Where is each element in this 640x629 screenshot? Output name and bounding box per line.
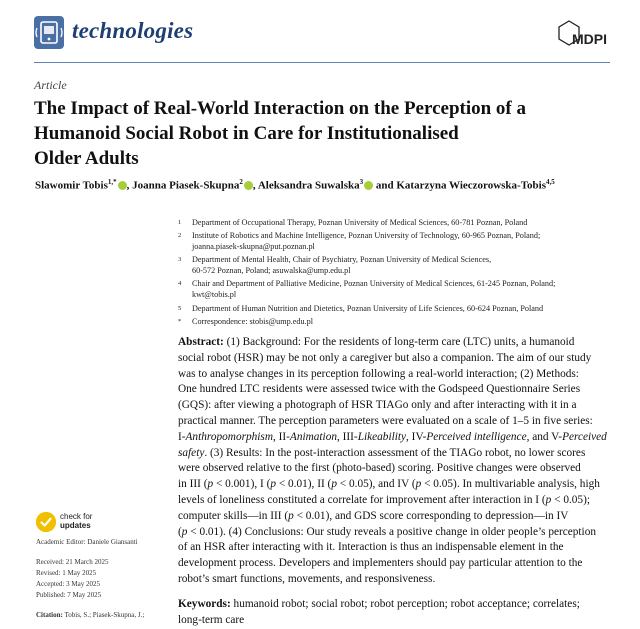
revised-date: Revised: 1 May 2025 (36, 569, 97, 577)
abstract-line (178, 335, 618, 351)
author-name[interactable]: Joanna Piasek-Skupna (132, 179, 240, 192)
author-affil-sup: 2 (239, 178, 243, 186)
check-updates-line1: check for (60, 512, 93, 521)
abstract-label: Abstract: (178, 336, 224, 348)
citation (36, 610, 144, 621)
affiliation-number: 2 (178, 232, 182, 240)
title-line: The Impact of Real-World Interaction on the Perception of a (34, 98, 527, 119)
keywords-line: long-term care (178, 613, 245, 626)
abstract-line: of an HSR after interacting with it. Interaction is thus an indispensable element in the (178, 541, 564, 554)
abstract-line: robot’s smart functions, movements, and responsiveness. (178, 572, 436, 585)
author-affil-sup: 1,* (107, 178, 117, 186)
orcid-icon[interactable] (118, 181, 127, 190)
check-updates-button[interactable] (60, 512, 92, 530)
affiliation-item (178, 231, 618, 253)
keywords (178, 597, 618, 629)
correspondence-text[interactable]: Correspondence: stobis@ump.edu.pl (192, 316, 314, 326)
title-line: Older Adults (34, 148, 139, 169)
affiliation-text: Department of Human Nutrition and Dietetics, Poznan University of Life Sciences, 60-624 Poznan, Poland (192, 303, 544, 313)
affiliation-text: Department of Mental Health, Chair of Psychiatry, Poznan University of Medical Sciences, (192, 255, 492, 265)
orcid-icon[interactable] (244, 181, 253, 190)
abstract-line: computer skills—in III (p < 0.01), and GDS score corresponding to depression—in IV (178, 509, 569, 522)
orcid-icon[interactable] (364, 181, 373, 190)
author-name[interactable]: Slawomir Tobis (35, 179, 108, 192)
academic-editor: Academic Editor: Daniele Giansanti (36, 538, 138, 546)
correspondence-item (178, 317, 618, 328)
affiliation-email[interactable]: kwt@tobis.pl (192, 290, 237, 300)
publisher-name: MDPI (572, 31, 607, 47)
check-updates-line2: updates (60, 521, 91, 530)
keywords-label: Keywords: (178, 598, 231, 610)
affiliation-text: Institute of Robotics and Machine Intelligence, Poznan University of Technology, 60-965 Poznan, Poland; (192, 231, 541, 241)
affiliation-number: 4 (178, 280, 182, 288)
journal-logo-icon (34, 16, 64, 49)
affiliations (178, 218, 618, 330)
author-name[interactable]: Katarzyna Wieczorowska-Tobis (396, 179, 546, 192)
article-title (34, 96, 614, 171)
published-date: Published: 7 May 2025 (36, 591, 102, 599)
check-updates-icon[interactable] (36, 512, 56, 532)
header-divider (34, 62, 610, 63)
abstract-line: (p < 0.01). (4) Conclusions: Our study reveals a positive change in older people’s perception (178, 525, 596, 538)
citation-text: Tobis, S.; Piasek-Skupna, J.; (62, 611, 145, 619)
abstract-line: were observed relative to the first (photo-based) scoring. Positive changes were observed (178, 462, 581, 475)
affiliation-number: 3 (178, 256, 182, 264)
keywords-text: humanoid robot; social robot; robot perception; robot acceptance; correlates; (230, 598, 580, 610)
abstract-text: (1) Background: For the residents of long-term care (LTC) units, a humanoid (223, 336, 575, 348)
abstract (178, 335, 618, 588)
author-affil-sup: 4,5 (546, 178, 555, 186)
abstract-line: safety. (3) Results: In the post-interaction assessment of the TIAGo robot, no lower scores (178, 446, 586, 459)
abstract-line: social robot (HSR) may be not only a caregiver but also a companion. The aim of our study (178, 351, 592, 364)
affiliation-item (178, 279, 618, 301)
received-date: Received: 21 March 2025 (36, 558, 109, 566)
citation-label: Citation: (36, 611, 63, 619)
affiliation-text: Department of Occupational Therapy, Poznan University of Medical Sciences, 60-781 Poznan, Poland (192, 218, 528, 227)
title-line: Humanoid Social Robot in Care for Institutionalised (34, 123, 459, 144)
affiliation-item (178, 218, 618, 229)
abstract-line: practical manner. The perception parameters were evaluated on a scale of 1–5 in five series: (178, 414, 593, 427)
affiliation-number: 1 (178, 219, 182, 226)
abstract-line: One hundred LTC residents were assessed twice with the Godspeed Questionnaire Series (178, 383, 581, 396)
author-affil-sup: 3 (359, 178, 364, 186)
author-list: Slawomir Tobis$^{1,*}$ , Joanna Piasek-Skupna$^2$ , Aleksandra Suwalska$^3$ and Katarzyna Wieczorowska-Tobis$^{4,5}$ (35, 178, 555, 192)
keywords-line (178, 597, 618, 613)
abstract-line: was to analyse changes in its perception following a real-world interaction; (2) Methods: (178, 367, 579, 380)
article-metadata (36, 537, 144, 621)
affiliation-item (178, 255, 618, 277)
affiliation-number: * (178, 317, 182, 325)
article-type: Article (34, 78, 67, 92)
author-name[interactable]: Aleksandra Suwalska (257, 179, 360, 192)
affiliation-text: Chair and Department of Palliative Medicine, Poznan University of Medical Sciences, 61-245 Poznan, Poland; (192, 279, 556, 289)
abstract-line: levels of loneliness constituted a correlate for improvement after interaction in I (p < 0.05); (178, 493, 590, 506)
abstract-line: in III (p < 0.001), I (p < 0.01), II (p < 0.05), and IV (p < 0.05). In multivariable analysis, high (178, 478, 600, 491)
abstract-line: development process. Developers and implementers should pay particular attention to the (178, 557, 583, 570)
accepted-date: Accepted: 3 May 2025 (36, 580, 100, 588)
affiliation-email[interactable]: joanna.piasek-skupna@put.poznan.pl (192, 242, 315, 252)
author-connector: and (375, 179, 394, 192)
journal-name: technologies (72, 18, 194, 43)
abstract-line: (GQS): after viewing a photograph of HSR TIAGo only and after interacting with it in a (178, 399, 577, 412)
affiliation-item (178, 304, 618, 315)
affiliation-number: 5 (178, 304, 182, 312)
abstract-line: I-Anthropomorphism, II-Animation, III-Likeability, IV-Perceived intelligence, and V-Perceived (178, 430, 607, 443)
affiliation-text: 60-572 Poznan, Poland; asuwalska@ump.edu.pl (192, 266, 351, 276)
